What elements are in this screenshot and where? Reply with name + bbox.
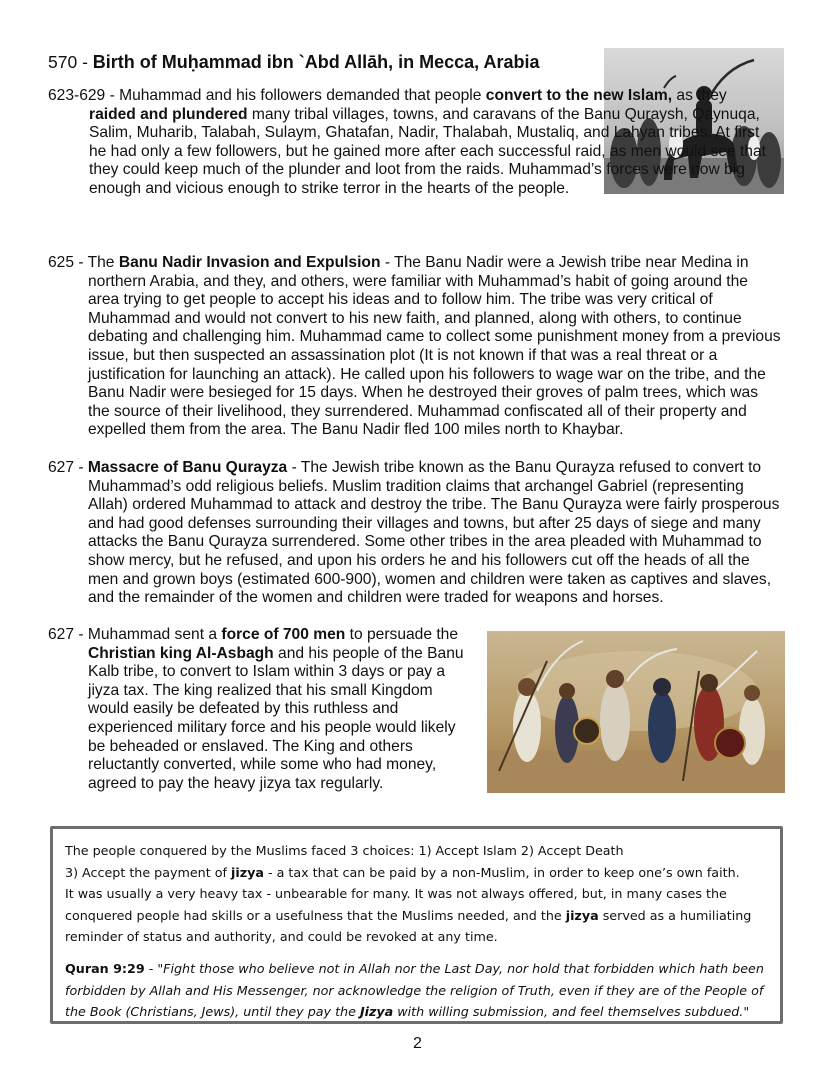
note-jizya-term-1: jizya	[231, 864, 264, 880]
entry-627b-text-2: to persuade the	[345, 626, 459, 643]
note-line-1: The people conquered by the Muslims faced 3 choices: 1) Accept Islam 2) Accept Death	[65, 843, 624, 858]
entry-627b-year: 627	[48, 626, 75, 643]
entry-627a-text: - The Jewish tribe known as the Banu Qurayza refused to convert to Muhammad’s odd religious beliefs. Muslim tradition claims that archangel Gabriel (representing Allah) ordered Muhammad to attack and destroy the tribe. The Banu Qurayza were fairly prosperous and had good defenses surrounding their villages and towns, but after 25 days of siege and many attacks the Banu Qurayza surrendered. Some other tribes in the area pleaded with Muhammad to show mercy, but he refused, and upon his orders he and his followers cut off the heads of all the men and grown boys (estimated 600-900), women and children were taken as captives and slaves, and the remainder of the women and children were traded for weapons and horses.	[88, 459, 780, 607]
quran-quote	[65, 958, 770, 1023]
entry-623-sep: -	[105, 87, 120, 104]
entry-627a-sep: -	[74, 459, 88, 476]
entry-625-heading: Banu Nadir Invasion and Expulsion	[118, 254, 381, 271]
entry-627a-year: 627	[48, 459, 75, 476]
quote-jizya-term: Jizya	[359, 1004, 394, 1020]
entry-627a-heading: Massacre of Banu Qurayza	[87, 459, 288, 476]
note-jizya-term-2: jizya	[565, 907, 599, 923]
entry-625	[48, 254, 783, 440]
note-line-3-a: It was usually a very heavy tax - unbearable for many. It was not always offered, but, in many cases the conquered people had skills or a usefulness that the Muslims needed, and the	[65, 886, 727, 923]
entry-623-bold-1: convert to the new Islam,	[485, 87, 673, 104]
entry-625-sep: - The	[74, 254, 119, 271]
desert-battle-image	[487, 631, 785, 793]
page-number: 2	[413, 1035, 422, 1052]
entry-627b-bold-1: force of 700 men	[221, 626, 346, 643]
entry-627b-text-1: Muhammad sent a	[87, 626, 222, 643]
note-line-2-c: - a tax that can be paid by a non-Muslim, in order to keep one’s own faith.	[263, 864, 740, 880]
quote-text-a: "Fight those who believe not in Allah nor the Last Day, nor hold that forbidden which hath been forbidden by Allah and His Messenger, nor acknowledge the religion of Truth, even if they are of the People of the Book (Christians, Jews), until they pay the	[65, 960, 764, 1020]
quran-reference: Quran 9:29	[65, 960, 145, 976]
entry-627-qurayza	[48, 459, 783, 608]
entry-623-text-2: as they	[672, 87, 727, 104]
jizya-note-box	[50, 826, 783, 1024]
note-line-3	[65, 883, 770, 948]
entry-625-text: - The Banu Nadir were a Jewish tribe near Medina in northern Arabia, and they, and others, were familiar with Muhammad’s habit of going around the area trying to get people to accept his ideas and to follow him. The tribe was very critical of Muhammad and would not convert to his new faith, and planned, along with others, to continue debating and challenging him. Muhammad came to collect some punishment money from a previous issue, but then suspected an assassination plot (It is not known if that was a real threat or a justification for launching an attack). He called upon his followers to wage war on the tribe, and the Banu Nadir were besieged for 15 days. When he destroyed their groves of palm trees, which was the source of their livelihood, they surrendered. Muhammad confiscated all of their property and expelled them from the area. The Banu Nadir fled 100 miles north to Khaybar.	[88, 254, 781, 439]
entry-570-year: 570	[48, 52, 78, 72]
entry-570-sep: -	[77, 52, 93, 72]
quote-sep: -	[144, 960, 158, 976]
entry-627-asbagh	[48, 626, 467, 793]
note-line-2	[65, 862, 770, 884]
entry-627b-text-3: and his people of the Banu Kalb tribe, to convert to Islam within 3 days or pay a jiyza tax. The king realized that his small Kingdom would easily be defeated by this ruthless and experienced military force and his people would likely be beheaded or enslaved. The King and others reluctantly converted, while some who had money, agreed to pay the heavy jizya tax regularly.	[88, 644, 464, 792]
note-line-3-c: served as a humiliating reminder of status and authority, and could be revoked at any time.	[65, 907, 752, 945]
note-line-2-a: 3) Accept the payment of	[65, 864, 231, 880]
entry-623-text-3: many tribal villages, towns, and caravans of the Banu Quraysh, Qaynuqa, Salim, Muharib, Talabah, Sulaym, Ghatafan, Nadir, Thalabah, Mustaliq, and Lahyan tribes. At first he had only a few followers, but he gained more after each successful raid, as men would see that they could keep much of the plunder and loot from the raids. Muhammad’s forces were now big enough and vicious enough to strike terror in the hearts of the people.	[89, 105, 766, 197]
entry-570-title: Birth of Muḥammad ibn `Abd Allāh, in Mecca, Arabia	[92, 52, 540, 72]
entry-623-text-1: Muhammad and his followers demanded that people	[119, 87, 486, 104]
entry-625-year: 625	[48, 254, 75, 271]
entry-627b-sep: -	[74, 626, 88, 643]
entry-623-year: 623-629	[48, 87, 106, 104]
entry-627b-bold-2: Christian king Al-Asbagh	[88, 644, 274, 662]
entry-570	[48, 51, 783, 73]
quote-text-c: with willing submission, and feel themselves subdued."	[393, 1004, 750, 1020]
entry-623-bold-2: raided and plundered	[89, 105, 248, 123]
entry-623-629	[48, 87, 775, 199]
